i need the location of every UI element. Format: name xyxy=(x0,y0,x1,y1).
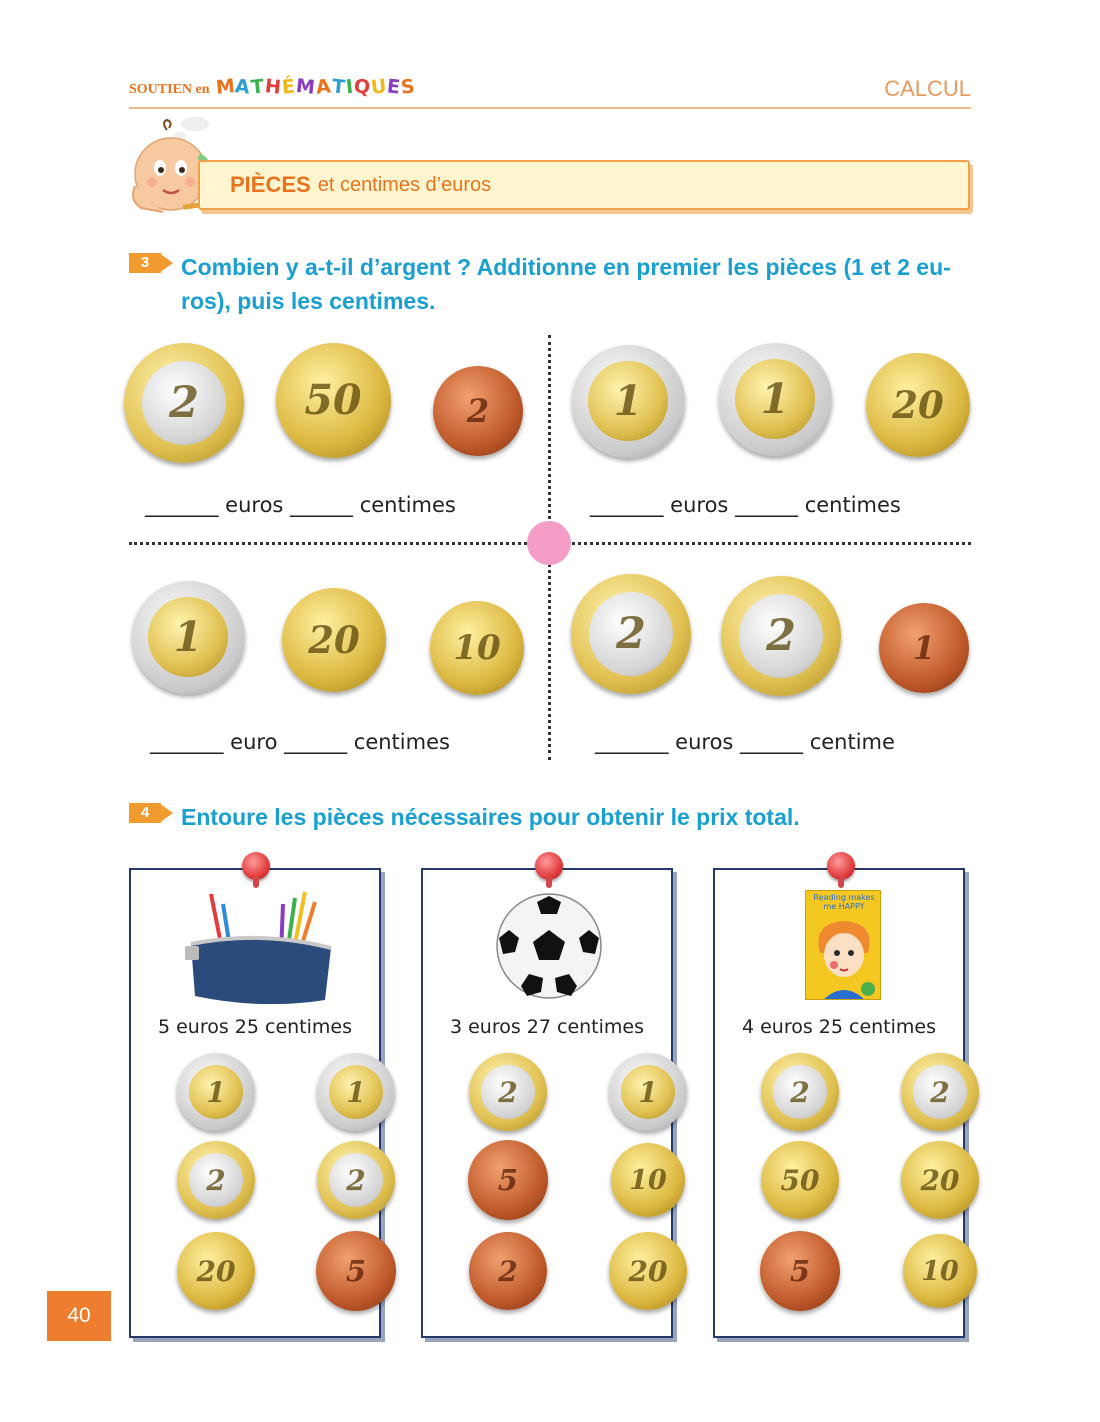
lesson-title xyxy=(198,160,970,210)
lesson-title-bold: PIÈCES xyxy=(230,172,311,197)
coin-50[interactable]: 50 xyxy=(276,343,391,458)
coin-5[interactable]: 5 xyxy=(316,1231,396,1311)
coin-2[interactable]: 2 xyxy=(469,1053,547,1131)
coin-2[interactable]: 2 xyxy=(317,1141,395,1219)
exercise-4-heading xyxy=(129,800,971,834)
coin-2[interactable]: 2 xyxy=(761,1053,839,1131)
exercise-3-heading xyxy=(129,250,971,318)
answer-line-q3[interactable]: _______ euro ______ centimes xyxy=(150,730,450,754)
price-label: 4 euros 25 centimes xyxy=(741,1016,937,1038)
page-number: 40 xyxy=(47,1291,111,1341)
coin-1-cent[interactable]: 1 xyxy=(879,603,969,693)
coin-5[interactable]: 5 xyxy=(468,1140,548,1220)
price-label: 5 euros 25 centimes xyxy=(157,1016,353,1038)
coin-1[interactable]: 1 xyxy=(317,1053,395,1131)
section-label: CALCUL xyxy=(884,76,971,101)
coin-2[interactable]: 2 xyxy=(571,574,691,694)
coin-20[interactable]: 20 xyxy=(866,353,970,457)
answer-line-q1[interactable]: _______ euros ______ centimes xyxy=(145,493,456,517)
arrow-icon xyxy=(159,803,173,823)
price-label: 3 euros 27 centimes xyxy=(449,1016,645,1038)
coin-2[interactable]: 2 xyxy=(177,1141,255,1219)
arrow-icon xyxy=(159,253,173,273)
coin-20[interactable]: 20 xyxy=(609,1232,687,1310)
series-name: MATHÉMATIQUES xyxy=(214,75,418,99)
coin-2-cent[interactable]: 2 xyxy=(469,1232,547,1310)
coin-10[interactable]: 10 xyxy=(430,601,524,695)
pushpin-icon xyxy=(827,852,855,880)
coin-1[interactable]: 1 xyxy=(609,1053,687,1131)
series-prefix: SOUTIEN en xyxy=(129,82,210,97)
answer-line-q4[interactable]: _______ euros ______ centime xyxy=(595,730,895,754)
center-dot xyxy=(527,521,571,565)
coin-20[interactable]: 20 xyxy=(282,588,386,692)
girl-illustration-icon xyxy=(806,913,881,1000)
exercise-3-badge xyxy=(129,253,173,273)
coin-1[interactable]: 1 xyxy=(132,581,245,694)
coin-2[interactable]: 2 xyxy=(721,576,841,696)
series-title xyxy=(129,76,416,98)
header-divider xyxy=(129,107,971,109)
coin-1[interactable]: 1 xyxy=(572,345,685,458)
answer-line-q2[interactable]: _______ euros ______ centimes xyxy=(590,493,901,517)
coin-50[interactable]: 50 xyxy=(761,1141,839,1219)
pushpin-icon xyxy=(535,852,563,880)
coin-20[interactable]: 20 xyxy=(177,1232,255,1310)
book-icon xyxy=(805,890,881,1000)
book-cover-text: Reading makes me HAPPY xyxy=(813,893,875,911)
coin-2-cent[interactable]: 2 xyxy=(433,366,523,456)
pencil-case-icon xyxy=(183,884,333,1004)
pushpin-icon xyxy=(242,852,270,880)
exercise-3-instruction: Combien y a-t-il d’argent ? Additionne en premier les pièces (1 et 2 eu-ros), puis les centimes. xyxy=(181,254,951,314)
coin-10[interactable]: 10 xyxy=(903,1234,977,1308)
coin-10[interactable]: 10 xyxy=(611,1143,685,1217)
exercise-4-instruction: Entoure les pièces nécessaires pour obtenir le prix total. xyxy=(181,804,800,830)
soccer-ball-icon xyxy=(495,892,603,1000)
coin-20[interactable]: 20 xyxy=(901,1141,979,1219)
exercise-4-badge xyxy=(129,803,173,823)
coin-1[interactable]: 1 xyxy=(719,343,832,456)
coin-1[interactable]: 1 xyxy=(177,1053,255,1131)
coin-2[interactable]: 2 xyxy=(901,1053,979,1131)
exercise-4-number: 4 xyxy=(129,803,161,823)
exercise-3-number: 3 xyxy=(129,253,161,273)
coin-5[interactable]: 5 xyxy=(760,1231,840,1311)
coin-2[interactable]: 2 xyxy=(124,343,244,463)
lesson-title-rest: et centimes d’euros xyxy=(317,173,492,196)
